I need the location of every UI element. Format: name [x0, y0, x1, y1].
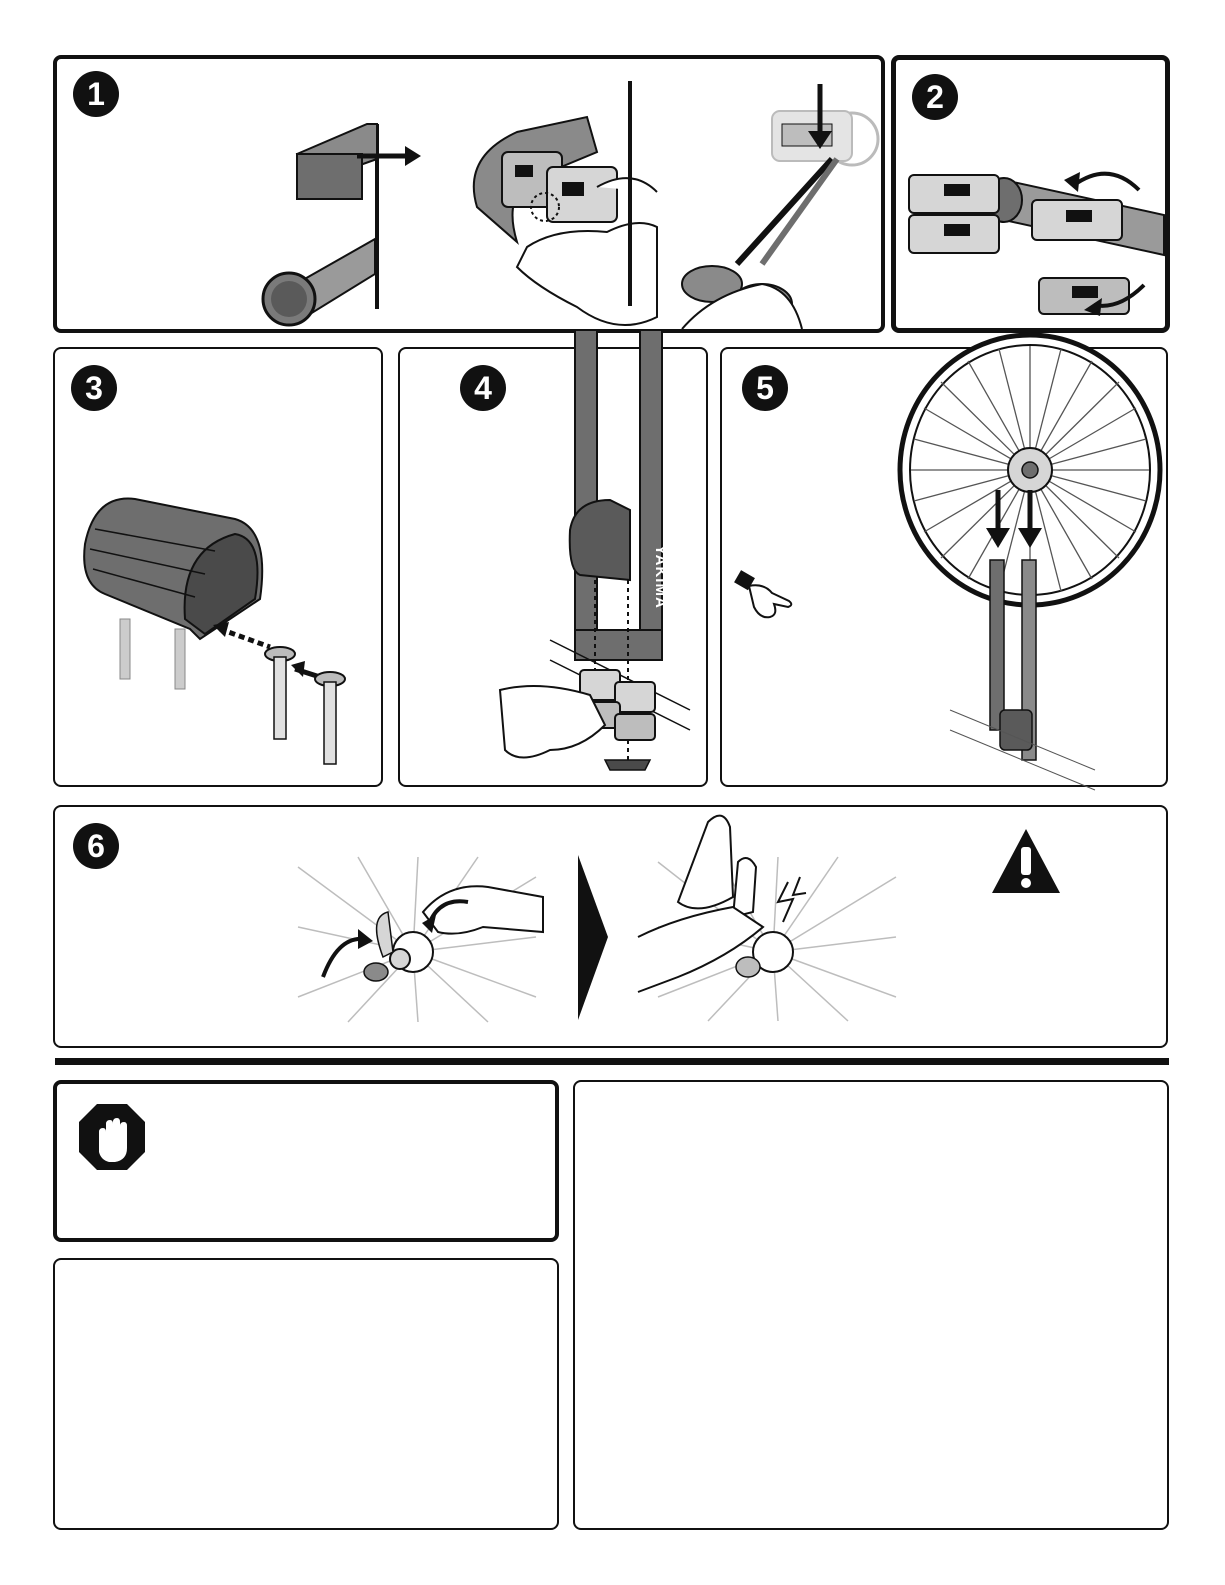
step-5-wheel-illustration: [890, 330, 1165, 790]
step-3-number: 3: [71, 365, 117, 411]
step-5-number: 5: [742, 365, 788, 411]
step-2-clamp-illustration: [904, 160, 1164, 320]
step-6-number: 6: [73, 823, 119, 869]
warning-triangle-icon: [990, 827, 1062, 897]
brand-label: YAKIMA: [652, 545, 669, 609]
step-2-panel: [891, 55, 1170, 333]
step-3-panel: [53, 347, 383, 787]
step-2-number: 2: [912, 74, 958, 120]
stop-notice-box: [53, 1080, 559, 1242]
step-4-fork-mount-illustration: [480, 330, 710, 790]
step-1-divider: [627, 81, 633, 311]
step-3-cradle-illustration: [65, 489, 375, 779]
step-6-quick-release-open-illustration: [298, 857, 538, 1022]
notes-box-left: [53, 1258, 559, 1530]
step-6-next-arrow: [578, 855, 610, 1020]
step-6-panel: [53, 805, 1168, 1048]
notes-box-right: [573, 1080, 1169, 1530]
step-1-number: 1: [73, 71, 119, 117]
pointing-hand-icon: [734, 571, 794, 621]
section-divider: [55, 1058, 1169, 1065]
step-1-panel: [53, 55, 885, 333]
step-4-number: 4: [460, 365, 506, 411]
step-6-quick-release-closed-illustration: [638, 807, 898, 1022]
step-1-bar-illustration: [207, 114, 387, 314]
step-1-scissors-illustration: [642, 79, 882, 334]
stop-hand-icon: [77, 1102, 147, 1172]
